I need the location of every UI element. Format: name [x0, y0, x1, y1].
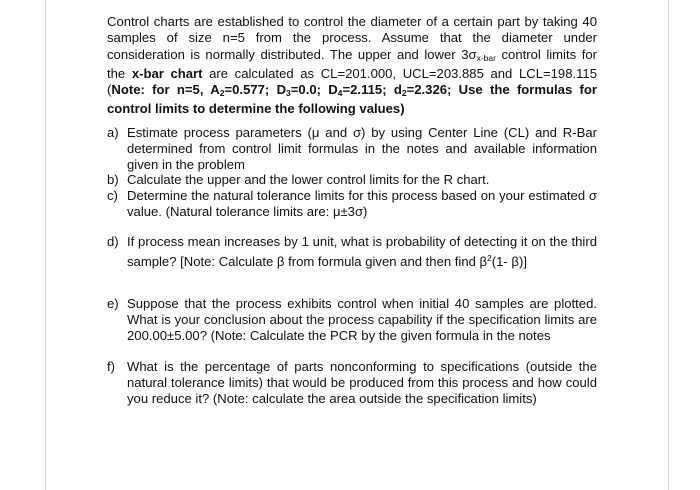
question-b-label: b): [107, 172, 119, 187]
question-b-text: Calculate the upper and the lower control limits for the R chart.: [127, 172, 490, 187]
intro-text-2: control limits for the: [107, 46, 597, 81]
question-e: [107, 296, 597, 345]
question-d-label: d): [107, 234, 119, 249]
question-d: [107, 234, 597, 270]
question-f-label: f): [107, 359, 115, 374]
intro-text-3: are calculated as CL=201.000, UCL=203.885 and LCL=198.115 (: [107, 65, 597, 98]
note-bold: Note: [111, 82, 141, 98]
d2-subscript: 2: [401, 88, 407, 99]
intro-text-6: =0.0; D: [290, 82, 338, 98]
question-b: [107, 172, 597, 188]
question-c: [107, 188, 597, 220]
intro-text-1: Control charts are established to control the diameter of a certain part by taking 40 samples of size n=5 from the process. Assume that the diameter under consideration is normally distributed. The upper and lower 3σ: [107, 14, 597, 62]
problem-statement: [107, 14, 597, 118]
right-border-line: [668, 0, 669, 490]
question-e-text: Suppose that the process exhibits control when initial 40 samples are plotted. What is your conclusion about the process capability if the specification limits are 200.00±5.00? (Note: Calculate the PCR by the given formula in the notes: [127, 296, 597, 344]
intro-text-4: : for n=5, A: [140, 82, 220, 98]
d3-subscript: 3: [286, 88, 291, 99]
question-d-text: [127, 234, 597, 270]
a2-subscript: 2: [219, 88, 225, 99]
intro-text-7: =2.115; d: [342, 82, 402, 98]
question-a-label: a): [107, 125, 119, 140]
left-border-line: [45, 0, 46, 490]
question-c-label: c): [107, 188, 118, 203]
xbar-chart-bold: x-bar chart: [131, 65, 203, 81]
intro-text-8: =2.326; Use the formulas for control limits to determine the following values): [107, 82, 598, 117]
question-a: [107, 125, 597, 174]
d4-subscript: 4: [337, 88, 343, 99]
beta-superscript: 2: [487, 253, 492, 264]
question-f: [107, 359, 597, 408]
question-a-text: Estimate process parameters (μ and σ) by using Center Line (CL) and R-Bar determined from control limit formulas in the notes and available information given in the problem: [127, 125, 597, 173]
question-e-label: e): [107, 296, 119, 311]
question-d-text-2: (1- β)]: [491, 254, 527, 270]
question-f-text: What is the percentage of parts nonconforming to specifications (outside the natural tolerance limits) that would be produced from this process and how could you reduce it? (Note: calculate the area outside the specification limits): [127, 359, 597, 407]
intro-text-5: =0.577; D: [224, 82, 287, 98]
sigma-subscript: x-bar: [476, 52, 496, 63]
question-c-text: Determine the natural tolerance limits for this process based on your estimated σ value. (Natural tolerance limits are: μ±3σ): [127, 188, 597, 220]
question-d-text-1: If process mean increases by 1 unit, what is probability of detecting it on the third sample? [Note: Calculate β from formula given and then find β: [127, 234, 597, 270]
